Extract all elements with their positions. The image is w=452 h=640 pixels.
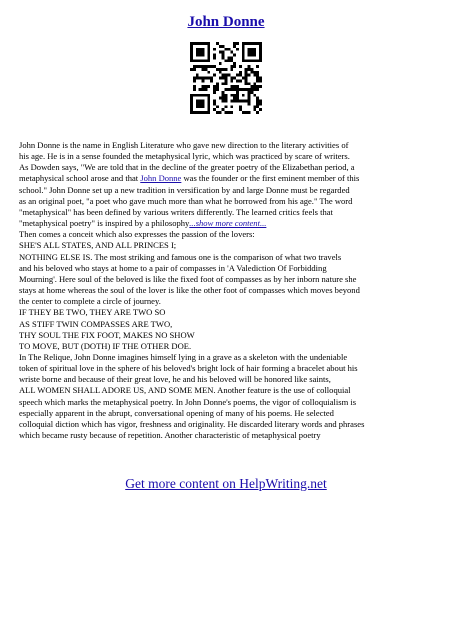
text-line: wriste borne and because of their great love, he and his beloved will be honored like saints, <box>19 374 331 385</box>
text-line: ALL WOMEN SHALL ADORE US, AND SOME MEN. Another feature is the use of colloquial <box>19 385 351 396</box>
text-line: and his beloved who stays at home to a pair of compasses in 'A Valediction Of Forbidding <box>19 262 327 273</box>
text-line: Then comes a conceit which also expresses the passion of the lovers: <box>19 229 255 240</box>
text-line: As Dowden says, "We are told that in the decline of the greater poetry of the Elizabethan period, a <box>19 162 355 173</box>
text-line: colloquial diction which has vigor, freshness and originality. He discarded literary words and phrases <box>19 418 365 429</box>
text-line: school." John Donne set up a new tradition in versification by and large Donne must be regarded <box>19 184 350 195</box>
text-line: as an original poet, "a poet who gave much more than what he borrowed from his age." The word <box>19 195 353 206</box>
show-more-link[interactable]: ...show more content... <box>189 218 267 229</box>
text-line: SHE'S ALL STATES, AND ALL PRINCES I; <box>19 240 177 251</box>
text-line: "metaphysical" has been defined by various writers differently. The learned critics feels that <box>19 206 333 217</box>
john-donne-link[interactable]: John Donne <box>140 173 182 184</box>
text-line: AS STIFF TWIN COMPASSES ARE TWO, <box>19 318 173 329</box>
text-line <box>19 173 437 184</box>
text-line: Mourning'. Here soul of the beloved is like the fixed foot of compasses as by her inborn nature she <box>19 273 357 284</box>
text-line: TO MOVE, BUT (DOTH) IF THE OTHER DOE. <box>19 340 192 351</box>
text-line: the center to complete a circle of journey. <box>19 296 161 307</box>
text-line: especially apparent in the abrupt, conversational opening of many of his poems. He selected <box>19 407 334 418</box>
text-segment: metaphysical school arose and that <box>19 173 141 184</box>
text-block <box>19 229 437 441</box>
text-line: John Donne is the name in English Literature who gave new direction to the literary activities of <box>19 140 349 150</box>
qr-code-icon <box>190 42 262 114</box>
page-title[interactable]: John Donne <box>187 14 265 30</box>
text-line: In The Relique, John Donne imagines himself lying in a grave as a skeleton with the undeniable <box>19 351 348 362</box>
text-line: stays at home whereas the soul of the lover is like the other foot of compasses which moves beyond <box>19 285 360 296</box>
article-body <box>19 140 437 441</box>
text-segment: "metaphysical poetry" is inspired by a philosophy <box>19 218 190 229</box>
get-more-content-link[interactable]: Get more content on HelpWriting.net <box>125 476 327 491</box>
text-line: NOTHING ELSE IS. The most striking and famous one is the comparison of what two travels <box>19 251 342 262</box>
text-line: speech which marks the metaphysical poetry. In John Donne's poems, the vigor of colloquialism is <box>19 396 357 407</box>
text-line: which became rusty because of repetition. Another characteristic of metaphysical poetry <box>19 430 321 441</box>
text-segment: was the founder or the first eminent member of this <box>181 173 360 184</box>
text-line: token of spiritual love in the sphere of his beloved's bright lock of hair forming a bracelet about his <box>19 363 358 374</box>
text-line: IF THEY BE TWO, THEY ARE TWO SO <box>19 307 166 318</box>
text-line: THY SOUL THE FIX FOOT, MAKES NO SHOW <box>19 329 195 340</box>
text-line: his age. He is in a sense founded the metaphysical lyric, which was practiced by scare of writers. <box>19 151 350 162</box>
text-line <box>19 218 437 229</box>
